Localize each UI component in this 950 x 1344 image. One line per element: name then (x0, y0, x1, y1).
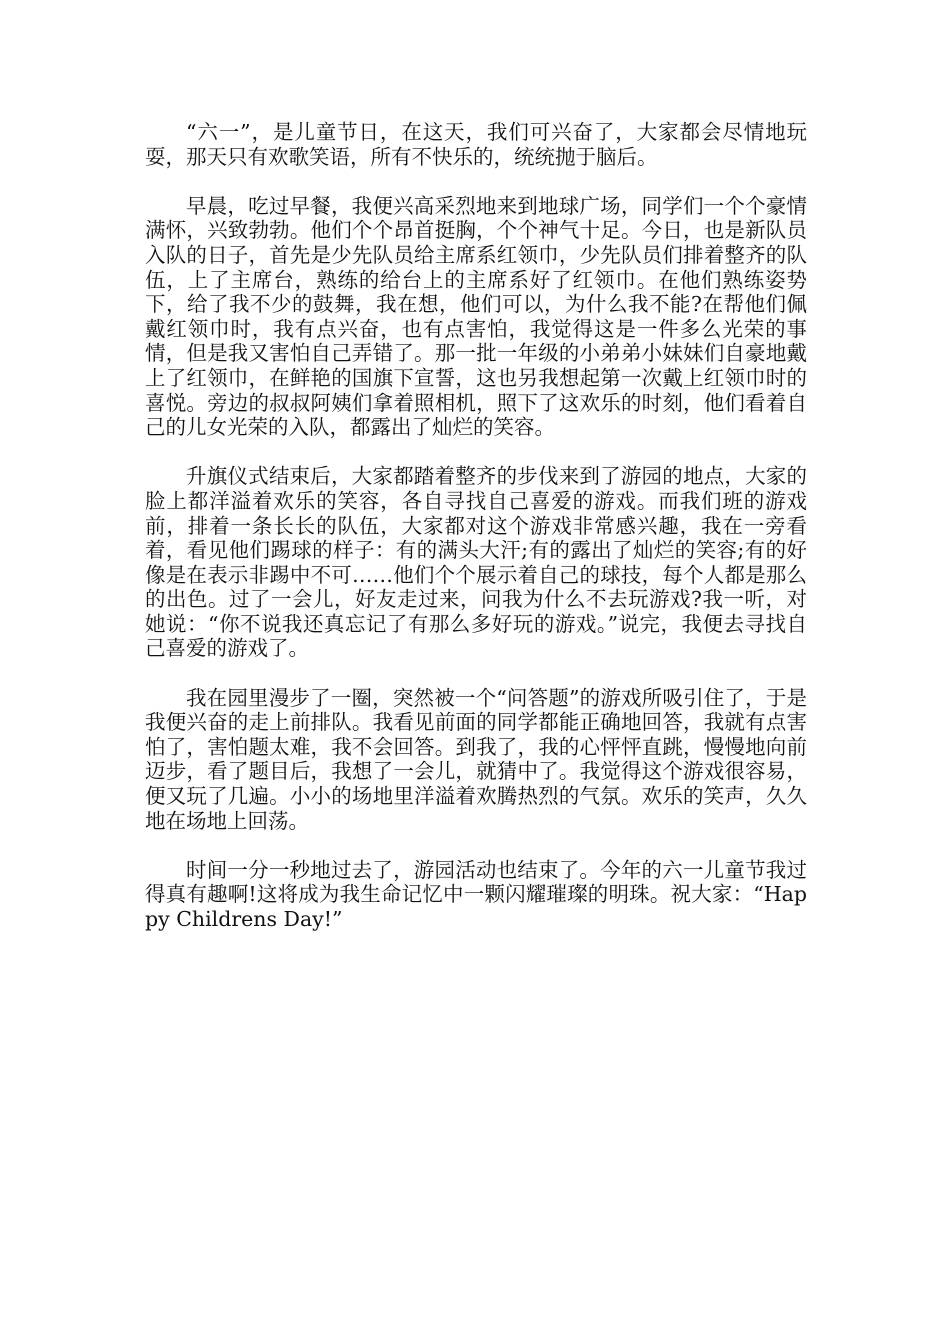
paragraph-4: 我在园里漫步了一圈，突然被一个“问答题”的游戏所吸引住了，于是我便兴奋的走上前排队。我看见前面的同学都能正确地回答，我就有点害怕了，害怕题太难，我不会回答。到我了，我的心怦怦直跳，慢慢地向前迈步，看了题目后，我想了一会儿，就猜中了。我觉得这个游戏很容易，便又玩了几遍。小小的场地里洋溢着欢腾热烈的气氛。欢乐的笑声，久久地在场地上回荡。 (145, 685, 807, 833)
paragraph-1: “六一”，是儿童节日，在这天，我们可兴奋了，大家都会尽情地玩耍，那天只有欢歌笑语，所有不快乐的，统统抛于脑后。 (145, 120, 807, 169)
paragraph-3: 升旗仪式结束后，大家都踏着整齐的步伐来到了游园的地点，大家的脸上都洋溢着欢乐的笑容，各自寻找自己喜爱的游戏。而我们班的游戏前，排着一条长长的队伍，大家都对这个游戏非常感兴趣，我在一旁看着，看见他们踢球的样子：有的满头大汗;有的露出了灿烂的笑容;有的好像是在表示非踢中不可……他们个个展示着自己的球技，每个人都是那么的出色。过了一会儿，好友走过来，问我为什么不去玩游戏?我一听，对她说：“你不说我还真忘记了有那么多好玩的游戏。”说完，我便去寻找自己喜爱的游戏了。 (145, 464, 807, 661)
paragraph-5: 时间一分一秒地过去了，游园活动也结束了。今年的六一儿童节我过得真有趣啊!这将成为我生命记忆中一颗闪耀璀璨的明珠。祝大家：“Happy Childrens Day!” (145, 857, 807, 931)
document-body (145, 120, 807, 956)
paragraph-2: 早晨，吃过早餐，我便兴高采烈地来到地球广场，同学们一个个豪情满怀，兴致勃勃。他们个个昂首挺胸，个个神气十足。今日，也是新队员入队的日子，首先是少先队员给主席系红领巾，少先队员们排着整齐的队伍，上了主席台，熟练的给台上的主席系好了红领巾。在他们熟练姿势下，给了我不少的鼓舞，我在想，他们可以，为什么我不能?在帮他们佩戴红领巾时，我有点兴奋，也有点害怕，我觉得这是一件多么光荣的事情，但是我又害怕自己弄错了。那一批一年级的小弟弟小妹妹们自豪地戴上了红领巾，在鲜艳的国旗下宣誓，这也另我想起第一次戴上红领巾时的喜悦。旁边的叔叔阿姨们拿着照相机，照下了这欢乐的时刻，他们看着自己的儿女光荣的入队，都露出了灿烂的笑容。 (145, 193, 807, 440)
